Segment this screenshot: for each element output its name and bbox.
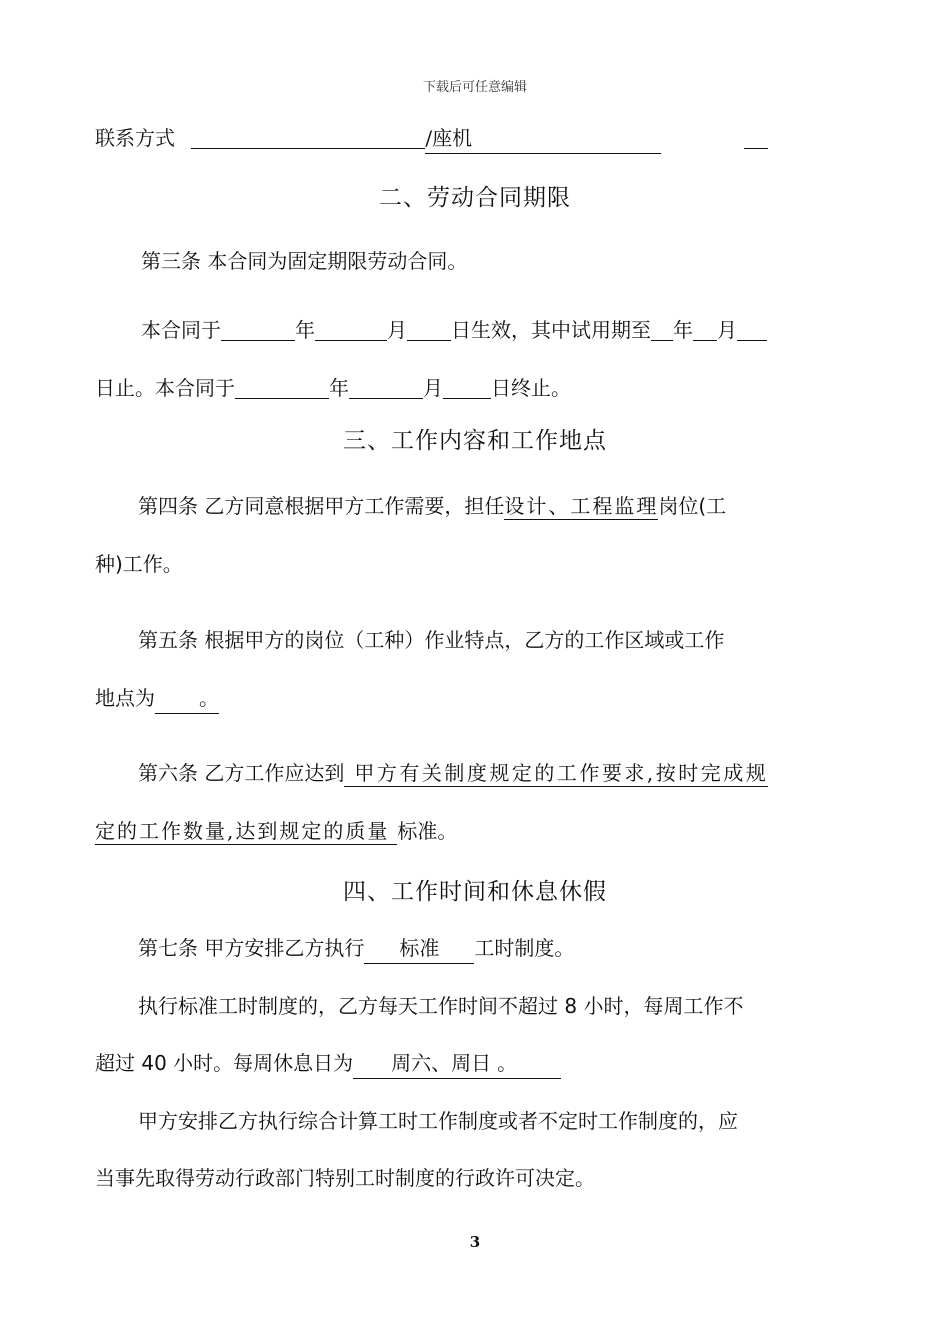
page-number: 3 <box>469 1233 481 1251</box>
contact-line <box>95 124 768 154</box>
section-3-title: 三、工作内容和工作地点 <box>343 428 607 454</box>
standard-hours-line-1: 执行标准工时制度的，乙方每天工作时间不超过 8 小时，每周工作不 <box>138 994 744 1018</box>
text-segment: 第四条 乙方同意根据甲方工作需要，担任 <box>138 494 505 518</box>
end-day-blank <box>443 376 491 399</box>
article-6-line-1 <box>138 759 768 787</box>
text-segment: 工时制度。 <box>474 936 575 960</box>
text-segment: 。 <box>199 686 219 710</box>
contact-landline-field <box>425 124 661 154</box>
text-segment: 日生效，其中试用期至 <box>451 318 651 342</box>
probation-day-blank <box>737 318 767 341</box>
comprehensive-hours-line-2: 当事先取得劳动行政部门特别工时制度的行政许可决定。 <box>95 1166 595 1190</box>
contact-landline-label: /座机 <box>425 126 473 150</box>
text-segment: 。 <box>497 1051 518 1075</box>
work-requirement-field-2: 定的工作数量,达到规定的质量 <box>95 819 397 845</box>
text-segment: 月 <box>717 318 737 342</box>
article-6-line-2 <box>95 817 457 845</box>
rest-day-field <box>353 1049 561 1079</box>
text-segment: 日终止。 <box>491 376 571 400</box>
comprehensive-hours-line-1: 甲方安排乙方执行综合计算工时工作制度或者不定时工作制度的，应 <box>138 1109 738 1133</box>
probation-year-blank <box>651 318 673 341</box>
end-year-blank <box>235 376 329 399</box>
text-segment: 年 <box>295 318 315 342</box>
text-segment: 标准。 <box>397 819 458 843</box>
section-4-title: 四、工作时间和休息休假 <box>343 879 607 905</box>
article-3-end-line <box>95 374 571 402</box>
text-segment: 年 <box>329 376 349 400</box>
article-5-line-2 <box>95 684 219 714</box>
end-month-blank <box>349 376 423 399</box>
text-segment: 日止。本合同于 <box>95 376 235 400</box>
start-day-blank <box>407 318 451 341</box>
work-requirement-field-1: 甲方有关制度规定的工作要求,按时完成规 <box>344 761 768 787</box>
contact-phone-blank <box>191 126 425 149</box>
text-segment: 岗位(工 <box>658 494 727 518</box>
start-month-blank <box>315 318 387 341</box>
article-3: 第三条 本合同为固定期限劳动合同。 <box>141 249 468 273</box>
standard-hours-line-2 <box>95 1049 561 1079</box>
text-segment: 超过 40 小时。每周休息日为 <box>95 1051 354 1075</box>
section-2-title: 二、劳动合同期限 <box>379 185 571 211</box>
text-segment: 年 <box>673 318 693 342</box>
contact-label: 联系方式 <box>95 126 175 150</box>
rest-days-value: 周六、周日 <box>391 1051 492 1075</box>
article-3-effective-line <box>141 316 767 344</box>
page-header: 下载后可任意编辑 <box>422 80 527 95</box>
text-segment: 本合同于 <box>141 318 221 342</box>
work-hour-system-field: 标准 <box>364 934 474 964</box>
text-segment: 月 <box>423 376 443 400</box>
probation-month-blank <box>693 318 717 341</box>
text-segment: 第六条 乙方工作应达到 <box>138 761 345 785</box>
article-7 <box>138 934 574 964</box>
text-segment: 月 <box>387 318 407 342</box>
position-field: 设计、工程监理 <box>504 494 659 518</box>
article-5-line-1: 第五条 根据甲方的岗位（工种）作业特点，乙方的工作区域或工作 <box>138 628 725 652</box>
contact-extra-blank <box>744 126 768 149</box>
work-location-field <box>155 684 219 714</box>
article-4-line-2: 种)工作。 <box>95 552 183 576</box>
article-4-line-1 <box>138 492 726 520</box>
text-segment: 第七条 甲方安排乙方执行 <box>138 936 365 960</box>
text-segment: 地点为 <box>95 686 155 710</box>
start-year-blank <box>221 318 295 341</box>
